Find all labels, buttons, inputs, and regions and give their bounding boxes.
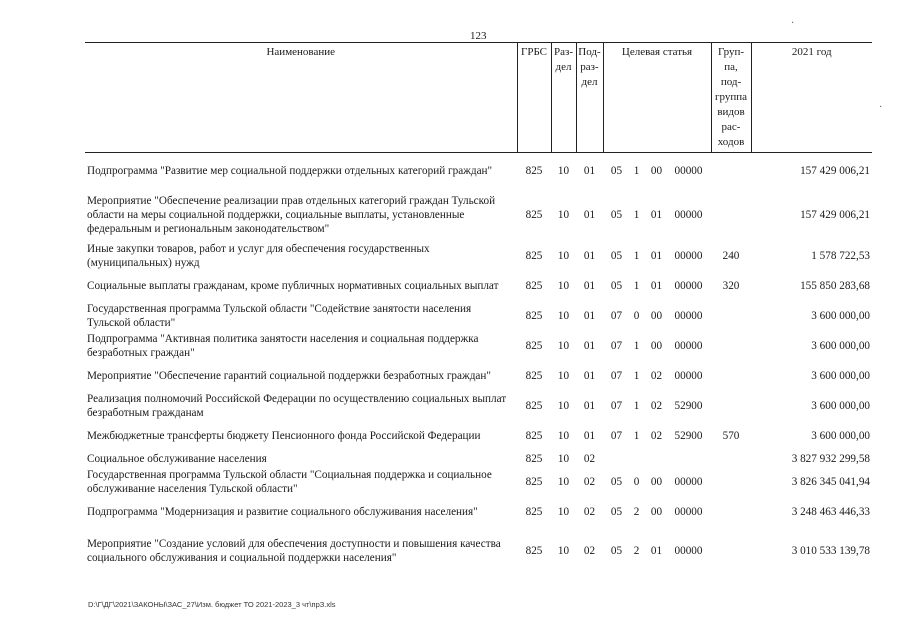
target-code-part: 00000 xyxy=(674,279,703,292)
budget-table xyxy=(85,42,872,575)
row-target-cell xyxy=(603,451,711,467)
scan-speck: · xyxy=(791,18,795,29)
target-code-part: 00000 xyxy=(674,164,703,177)
target-code-part: 07 xyxy=(610,369,623,382)
target-code-part: 00 xyxy=(650,164,663,177)
row-podrazdel-cell: 02 xyxy=(583,505,596,518)
target-code-part: 05 xyxy=(610,279,623,292)
row-amount-cell: 3 600 000,00 xyxy=(811,369,870,382)
row-name-cell: Реализация полномочий Российской Федерации по осуществлению социальных выплат безработным гражданам xyxy=(87,392,507,419)
target-code-part: 01 xyxy=(650,208,663,221)
row-name-cell: Социальные выплаты гражданам, кроме публичных нормативных социальных выплат xyxy=(87,279,499,292)
row-podrazdel-cell: 01 xyxy=(583,339,596,352)
row-amount-cell: 157 429 006,21 xyxy=(800,208,870,221)
row-target-cell xyxy=(603,467,711,497)
row-target-cell xyxy=(603,241,711,271)
page-number: 123 xyxy=(470,30,487,42)
target-code-part: 1 xyxy=(633,164,640,177)
target-code-part: 2 xyxy=(633,544,640,557)
table-row xyxy=(85,153,872,189)
column-header-year: 2021 год xyxy=(751,43,872,153)
row-name-cell: Межбюджетные трансферты бюджету Пенсионного фонда Российской Федерации xyxy=(87,429,481,442)
row-podrazdel-cell: 01 xyxy=(583,399,596,412)
target-code-part: 05 xyxy=(610,249,623,262)
row-name-cell: Мероприятие "Обеспечение реализации прав отдельных категорий граждан Тульской области на меры социальной поддержки, социальные выплаты, установленные федеральным и региональным законодательством" xyxy=(87,194,496,235)
row-podrazdel-cell: 01 xyxy=(583,369,596,382)
table-row xyxy=(85,271,872,301)
target-code-part: 52900 xyxy=(674,399,703,412)
row-name-cell: Подпрограмма "Активная политика занятости населения и социальная поддержка безработных граждан" xyxy=(87,332,479,359)
target-code-part: 00000 xyxy=(674,475,703,488)
table-row xyxy=(85,451,872,467)
column-header-razdel: Раз- дел xyxy=(551,43,576,153)
target-code-part: 00000 xyxy=(674,505,703,518)
row-name-cell: Иные закупки товаров, работ и услуг для обеспечения государственных (муниципальных) нужд xyxy=(87,242,430,269)
row-group-cell xyxy=(711,391,751,421)
target-code-part: 00000 xyxy=(674,544,703,557)
row-amount-cell: 157 429 006,21 xyxy=(800,164,870,177)
target-code-part: 05 xyxy=(610,475,623,488)
target-code-part: 1 xyxy=(633,399,640,412)
row-grbs-cell: 825 xyxy=(525,164,543,177)
row-razdel-cell: 10 xyxy=(557,279,570,292)
row-podrazdel-cell: 02 xyxy=(583,452,596,465)
target-code-part: 1 xyxy=(633,339,640,352)
target-code-part: 07 xyxy=(610,429,623,442)
row-razdel-cell: 10 xyxy=(557,505,570,518)
row-grbs-cell: 825 xyxy=(525,544,543,557)
target-code-part: 02 xyxy=(650,429,663,442)
column-header-grbs: ГРБС xyxy=(517,43,551,153)
row-razdel-cell: 10 xyxy=(557,164,570,177)
row-grbs-cell: 825 xyxy=(525,452,543,465)
row-podrazdel-cell: 01 xyxy=(583,309,596,322)
target-code-part: 01 xyxy=(650,279,663,292)
target-code-part: 07 xyxy=(610,339,623,352)
target-code-part: 05 xyxy=(610,164,623,177)
row-amount-cell: 155 850 283,68 xyxy=(800,279,870,292)
row-group-cell xyxy=(711,301,751,331)
row-group-cell xyxy=(711,361,751,391)
row-razdel-cell: 10 xyxy=(557,249,570,262)
target-code-part: 1 xyxy=(633,369,640,382)
row-podrazdel-cell: 01 xyxy=(583,249,596,262)
row-amount-cell: 3 600 000,00 xyxy=(811,429,870,442)
row-podrazdel-cell: 01 xyxy=(583,164,596,177)
target-code-part: 00000 xyxy=(674,339,703,352)
table-row xyxy=(85,241,872,271)
row-target-cell xyxy=(603,301,711,331)
table-row xyxy=(85,391,872,421)
table-row xyxy=(85,467,872,497)
target-code-part: 05 xyxy=(610,544,623,557)
row-target-cell xyxy=(603,361,711,391)
target-code-part: 05 xyxy=(610,208,623,221)
target-code-part: 1 xyxy=(633,208,640,221)
scan-speck: · xyxy=(879,102,883,113)
target-code-part: 0 xyxy=(633,475,640,488)
row-grbs-cell: 825 xyxy=(525,309,543,322)
row-amount-cell: 3 248 463 446,33 xyxy=(791,505,870,518)
row-amount-cell: 3 600 000,00 xyxy=(811,399,870,412)
row-group-cell xyxy=(711,497,751,527)
file-path-footer: D:\Г\ДГ\2021\ЗАКОНЫ\ЗАС_27\Изм. бюджет ТО 2021-2023_3 чт\прЗ.xls xyxy=(88,600,336,609)
target-code-part: 1 xyxy=(633,249,640,262)
table-row xyxy=(85,301,872,331)
row-grbs-cell: 825 xyxy=(525,475,543,488)
row-podrazdel-cell: 01 xyxy=(583,279,596,292)
row-razdel-cell: 10 xyxy=(557,208,570,221)
row-name-cell: Государственная программа Тульской области "Социальная поддержка и социальное обслуживание населения Тульской области" xyxy=(87,468,492,495)
row-amount-cell: 3 827 932 299,58 xyxy=(791,452,870,465)
row-group-cell xyxy=(711,189,751,241)
row-target-cell xyxy=(603,391,711,421)
table-header-row xyxy=(85,43,872,153)
target-code-part: 00 xyxy=(650,339,663,352)
row-grbs-cell: 825 xyxy=(525,339,543,352)
row-podrazdel-cell: 02 xyxy=(583,544,596,557)
row-name-cell: Подпрограмма "Модернизация и развитие социального обслуживания населения" xyxy=(87,505,478,518)
column-header-target: Целевая статья xyxy=(603,43,711,153)
target-code-part: 0 xyxy=(633,309,640,322)
target-code-part: 02 xyxy=(650,399,663,412)
row-target-cell xyxy=(603,421,711,451)
row-podrazdel-cell: 01 xyxy=(583,429,596,442)
row-target-cell xyxy=(603,527,711,575)
table-row xyxy=(85,421,872,451)
target-code-part: 00000 xyxy=(674,208,703,221)
row-target-cell xyxy=(603,189,711,241)
row-amount-cell: 3 600 000,00 xyxy=(811,309,870,322)
row-razdel-cell: 10 xyxy=(557,309,570,322)
row-name-cell: Мероприятие "Создание условий для обеспечения доступности и повышения качества социального обслуживания и социальной поддержки населения" xyxy=(87,537,501,564)
target-code-part: 00000 xyxy=(674,309,703,322)
row-razdel-cell: 10 xyxy=(557,429,570,442)
row-group-cell: 320 xyxy=(722,279,740,292)
row-target-cell xyxy=(603,153,711,189)
row-target-cell xyxy=(603,497,711,527)
table-row xyxy=(85,331,872,361)
target-code-part: 00000 xyxy=(674,369,703,382)
row-target-cell xyxy=(603,271,711,301)
row-group-cell: 570 xyxy=(722,429,740,442)
row-razdel-cell: 10 xyxy=(557,475,570,488)
row-razdel-cell: 10 xyxy=(557,339,570,352)
target-code-part: 1 xyxy=(633,429,640,442)
target-code-part: 1 xyxy=(633,279,640,292)
column-header-group: Груп- па, под- группа видов рас- ходов xyxy=(711,43,751,153)
row-grbs-cell: 825 xyxy=(525,399,543,412)
target-code-part: 00 xyxy=(650,309,663,322)
target-code-part: 07 xyxy=(610,399,623,412)
row-grbs-cell: 825 xyxy=(525,208,543,221)
row-group-cell xyxy=(711,451,751,467)
row-grbs-cell: 825 xyxy=(525,249,543,262)
row-grbs-cell: 825 xyxy=(525,505,543,518)
row-name-cell: Государственная программа Тульской области "Содействие занятости населения Тульской области" xyxy=(87,302,472,329)
target-code-part: 07 xyxy=(610,309,623,322)
row-razdel-cell: 10 xyxy=(557,399,570,412)
target-code-part: 00 xyxy=(650,505,663,518)
target-code-part: 01 xyxy=(650,544,663,557)
column-header-podrazdel: Под- раз- дел xyxy=(576,43,603,153)
row-group-cell xyxy=(711,153,751,189)
row-podrazdel-cell: 02 xyxy=(583,475,596,488)
row-razdel-cell: 10 xyxy=(557,544,570,557)
row-amount-cell: 3 010 533 139,78 xyxy=(791,544,870,557)
target-code-part: 00000 xyxy=(674,249,703,262)
column-header-name: Наименование xyxy=(85,43,517,153)
row-grbs-cell: 825 xyxy=(525,429,543,442)
table-row xyxy=(85,497,872,527)
row-podrazdel-cell: 01 xyxy=(583,208,596,221)
row-group-cell: 240 xyxy=(722,249,740,262)
row-grbs-cell: 825 xyxy=(525,279,543,292)
table-row xyxy=(85,189,872,241)
row-grbs-cell: 825 xyxy=(525,369,543,382)
table-row xyxy=(85,361,872,391)
row-name-cell: Социальное обслуживание населения xyxy=(87,452,267,465)
row-razdel-cell: 10 xyxy=(557,369,570,382)
row-group-cell xyxy=(711,467,751,497)
row-amount-cell: 1 578 722,53 xyxy=(811,249,870,262)
target-code-part: 05 xyxy=(610,505,623,518)
row-amount-cell: 3 600 000,00 xyxy=(811,339,870,352)
target-code-part: 52900 xyxy=(674,429,703,442)
target-code-part: 02 xyxy=(650,369,663,382)
target-code-part: 2 xyxy=(633,505,640,518)
row-razdel-cell: 10 xyxy=(557,452,570,465)
row-name-cell: Мероприятие "Обеспечение гарантий социальной поддержки безработных граждан" xyxy=(87,369,491,382)
row-name-cell: Подпрограмма "Развитие мер социальной поддержки отдельных категорий граждан" xyxy=(87,164,493,177)
row-group-cell xyxy=(711,331,751,361)
row-target-cell xyxy=(603,331,711,361)
table-row xyxy=(85,527,872,575)
target-code-part: 00 xyxy=(650,475,663,488)
row-amount-cell: 3 826 345 041,94 xyxy=(791,475,870,488)
target-code-part: 01 xyxy=(650,249,663,262)
row-group-cell xyxy=(711,527,751,575)
